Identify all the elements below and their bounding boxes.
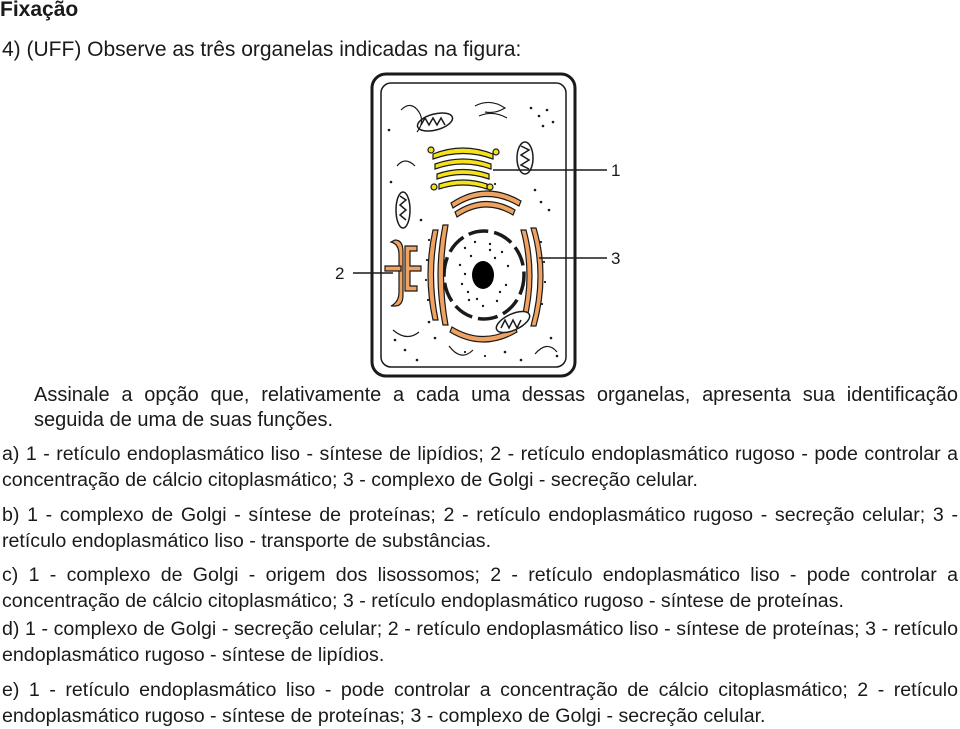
cell-diagram [325, 70, 625, 382]
question-text: 4) (UFF) Observe as três organelas indicadas na figura: [2, 38, 522, 61]
cell-membrane [381, 83, 566, 367]
option-c[interactable]: c) 1 - complexo de Golgi - origem dos lisossomos; 2 - retículo endoplasmático liso - pode controlar a concentração de cálcio citoplasmático; 3 - retículo endoplasmático rugoso - síntese de proteínas. [2, 564, 958, 612]
label-3: 3 [611, 249, 621, 268]
label-1: 1 [611, 161, 621, 180]
label-2: 2 [335, 264, 345, 283]
option-e[interactable]: e) 1 - retículo endoplasmático liso - pode controlar a concentração de cálcio citoplasmático; 2 - retículo endoplasmático rugoso - síntese de proteínas; 3 - complexo de Golgi - secreção celular. [2, 679, 958, 727]
option-b[interactable]: b) 1 - complexo de Golgi - síntese de proteínas; 2 - retículo endoplasmático rugoso - secreção celular; 3 - retículo endoplasmático liso - transporte de substâncias. [2, 504, 958, 552]
section-heading: Fixação [0, 0, 79, 21]
nucleolus [472, 261, 494, 289]
option-a[interactable]: a) 1 - retículo endoplasmático liso - síntese de lipídios; 2 - retículo endoplasmático rugoso - pode controlar a concentração de cálcio citoplasmático; 3 - complexo de Golgi - secreção celular. [2, 443, 958, 491]
option-d[interactable]: d) 1 - complexo de Golgi - secreção celular; 2 - retículo endoplasmático liso - síntese de proteínas; 3 - retículo endoplasmático rugoso - síntese de lipídios. [2, 618, 958, 666]
instruction-text: Assinale a opção que, relativamente a cada uma dessas organelas, apresenta sua identificação seguida de uma de suas funções. [34, 384, 958, 431]
